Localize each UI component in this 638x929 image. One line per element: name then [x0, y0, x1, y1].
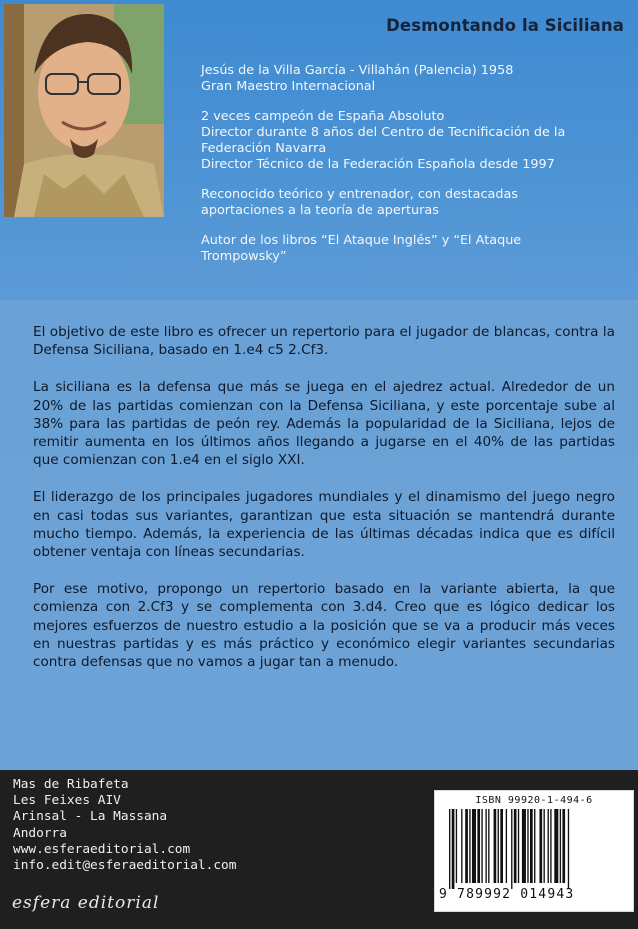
author-bio — [201, 63, 626, 279]
isbn-barcode — [434, 790, 634, 912]
bio-line: Trompowsky” — [201, 249, 287, 264]
bio-paragraph — [201, 109, 626, 173]
publisher-email[interactable]: info.edit@esferaeditorial.com — [13, 858, 237, 874]
bio-line: Gran Maestro Internacional — [201, 79, 376, 94]
bio-line: Jesús de la Villa García - Villahán (Palencia) 1958 — [201, 63, 514, 78]
publisher-line: Mas de Ribafeta — [13, 777, 129, 792]
publisher-line: Arinsal - La Massana — [13, 809, 168, 825]
bio-line: Director durante 8 años del Centro de Tecnificación de la — [201, 125, 566, 140]
ean-digits: 9 789992 014943 — [439, 887, 575, 902]
isbn-label: ISBN 99920-1-494-6 — [475, 795, 593, 806]
bio-line: Autor de los libros “El Ataque Inglés” y “El Ataque — [201, 233, 522, 248]
author-photo — [4, 4, 164, 217]
barcode-bars — [447, 809, 621, 889]
book-description — [33, 323, 615, 690]
bio-line: Reconocido teórico y entrenador, con destacadas — [201, 187, 518, 202]
publisher-address — [13, 777, 236, 874]
publisher-line: Andorra — [13, 825, 67, 841]
bio-line: Director Técnico de la Federación Española desde 1997 — [201, 157, 555, 172]
bio-line: Federación Navarra — [201, 141, 327, 156]
author-portrait-image — [4, 4, 164, 217]
bio-paragraph — [201, 233, 626, 265]
bio-line: 2 veces campeón de España Absoluto — [201, 109, 445, 124]
description-paragraph: Por ese motivo, propongo un repertorio basado en la variante abierta, la que comienza con 2.Cf3 y se complementa con 3.d4. Creo que es lógico dedicar los mejores esfuerzos de nuestro estudio a la posición que se va a producir más veces en nuestras partidas y es más práctico y económico elegir variantes secundarias contra defensas que no vamos a jugar tan a menudo. — [33, 581, 615, 671]
description-paragraph: El objetivo de este libro es ofrecer un repertorio para el jugador de blancas, contra la Defensa Siciliana, basado en 1.e4 c5 2.Cf3. — [33, 324, 615, 359]
bio-line: aportaciones a la teoría de aperturas — [201, 203, 439, 218]
bio-paragraph — [201, 187, 626, 219]
publisher-logo: esfera editorial — [12, 893, 160, 913]
description-paragraph: La siciliana es la defensa que más se juega en el ajedrez actual. Alrededor de un 20% de las partidas comienzan con la Defensa Siciliana, y este porcentaje sube al 38% para las partidas de peón rey. Además la popularidad de la Siciliana, lejos de remitir aumenta en los últimos años llegando a jugarse en el 40% de las partidas que comienzan con 1.e4 en el siglo XXI. — [33, 379, 615, 469]
description-paragraph: El liderazgo de los principales jugadores mundiales y el dinamismo del juego negro en casi todas sus variantes, garantizan que esta situación se mantendrá durante mucho tiempo. Además, la experiencia de las últimas décadas indica que es difícil obtener ventaja con líneas secundarias. — [33, 489, 615, 561]
book-title: Desmontando la Siciliana — [386, 16, 624, 35]
bio-paragraph — [201, 63, 626, 95]
publisher-website[interactable]: www.esferaeditorial.com — [13, 841, 191, 857]
publisher-line: Les Feixes AIV — [13, 793, 121, 809]
